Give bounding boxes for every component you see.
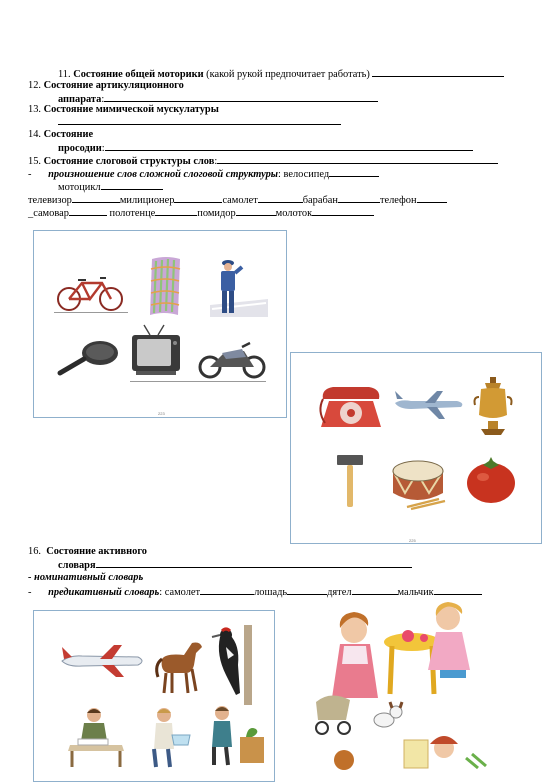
tomato-icon [463,453,519,505]
answer-line[interactable] [101,180,163,190]
item-14: 14. Состояние [28,129,94,140]
boy-watering-icon [200,703,268,769]
pronunciation-row: - произношение слов сложной слоговой структуры: велосипед [28,167,379,181]
samovar-icon [473,375,513,439]
item-16-cont: словаря [58,558,412,572]
pronunciation-row-3: телевизор милиционер самолет барабан телефон [28,193,447,207]
nominative-row: - номинативный словарь [28,572,144,583]
drum-icon [387,453,449,511]
answer-line[interactable] [69,206,107,216]
ground-line [130,381,266,382]
frying-pan-icon [56,337,120,377]
answer-line[interactable] [372,67,504,77]
towel-icon [146,257,186,317]
telephone-icon [317,383,387,431]
answer-line[interactable] [174,193,222,203]
answer-line[interactable] [417,193,447,203]
page-number: 223 [158,411,165,416]
answer-line[interactable] [58,115,341,125]
answer-line[interactable] [96,558,412,568]
item-12: 12. Состояние артикуляционного [28,80,184,91]
answer-line[interactable] [236,206,276,216]
policeman-icon [206,255,272,321]
horse-icon [152,637,208,695]
answer-line[interactable] [338,193,380,203]
answer-line[interactable] [72,193,120,203]
item-15: 15. Состояние слоговой структуры слов: [28,154,498,168]
woodpecker-icon [212,625,256,705]
airplane-icon [391,389,465,423]
answer-line[interactable] [258,193,303,203]
hammer-icon [335,453,365,509]
page-number: 225 [409,538,416,543]
ground-line [54,312,128,313]
answer-line[interactable] [217,154,498,164]
airplane-icon [60,641,146,681]
bicycle-icon [56,275,126,313]
answer-line[interactable] [105,141,473,151]
tv-icon [128,323,184,379]
answer-line[interactable] [155,206,197,216]
item-11: 11. Состояние общей моторики (какой рукой предпочитает работать) [58,67,504,81]
pronunciation-row-2: мотоцикл [58,180,163,194]
answer-line[interactable] [329,167,379,177]
item-16: 16. Состояние активного [28,546,148,557]
predicative-row: - предикативный словарь: самолет лошадь дятел мальчик [28,585,482,599]
item-12-cont: аппарата: [58,92,378,106]
picture-card-2 [290,352,542,544]
boy-drawing-icon [64,705,128,769]
answer-line[interactable] [200,585,254,595]
answer-line[interactable] [104,92,378,102]
item-14-cont: просодии: [58,141,473,155]
picture-card-3 [33,610,275,782]
motorcycle-icon [196,339,268,379]
picture-card-1 [33,230,287,418]
boy-washing-icon [138,705,192,769]
answer-line[interactable] [312,206,374,216]
girls-tea-party-icon [300,590,500,768]
item-13-line [58,115,341,129]
item-13: 13. Состояние мимической мускулатуры [28,104,219,115]
pronunciation-row-4: _самовар полотенце помидор молоток [28,206,374,220]
